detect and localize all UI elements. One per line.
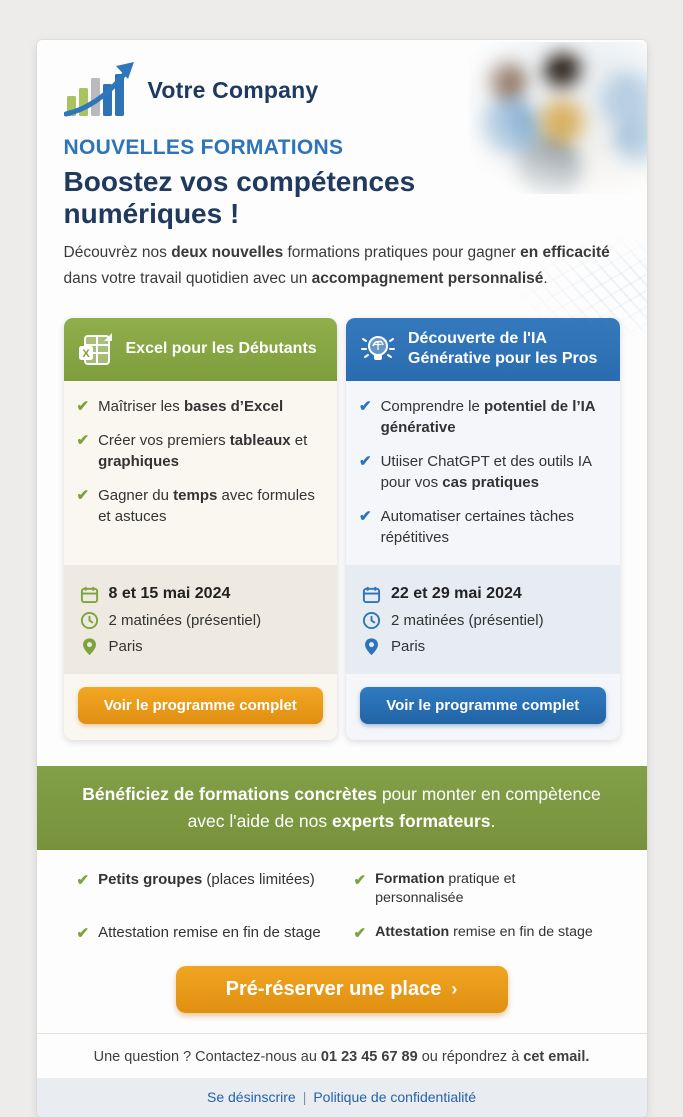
card-excel-title: Excel pour les Débutants <box>125 340 317 357</box>
bullet-item: ✔ Gagner du temps avec formules et astuces <box>76 486 315 525</box>
course-location: Paris <box>391 637 426 655</box>
card-excel-header <box>64 318 338 381</box>
header <box>37 40 647 293</box>
page-title: Boostez vos compétences numériques ! <box>63 166 416 229</box>
bullet-item: ✔ Créer vos premiers tableaux et graphiques <box>76 431 308 470</box>
section-eyebrow: NOUVELLES FORMATIONS <box>63 136 344 159</box>
check-icon: ✔ <box>76 871 90 889</box>
date-row <box>362 585 604 604</box>
bar-chart-growth-arrow-icon <box>64 60 140 120</box>
calendar-icon <box>362 585 381 604</box>
company-name: Votre Company <box>147 76 319 103</box>
card-ia-title: Découverte de l'IA Générative pour les Pros <box>408 330 598 367</box>
course-schedule: 2 matinées (présentiel) <box>108 611 262 629</box>
link-separator: | <box>302 1089 307 1106</box>
date-row <box>80 585 322 604</box>
ia-program-button[interactable]: Voir le programme complet <box>360 687 606 724</box>
check-icon: ✔ <box>353 925 367 943</box>
course-dates: 8 et 15 mai 2024 <box>108 585 231 602</box>
check-icon: ✔ <box>76 431 90 449</box>
privacy-policy-link[interactable]: Politique de confidentialité <box>313 1089 476 1106</box>
footer-links <box>37 1078 647 1117</box>
card-ia-bullets <box>346 381 620 565</box>
check-icon: ✔ <box>359 397 372 415</box>
card-excel-bullets <box>64 381 338 565</box>
card-excel-details <box>64 565 338 674</box>
clock-icon <box>80 611 99 630</box>
chevron-right-icon: › <box>451 979 458 1000</box>
card-ia-button-area <box>346 674 620 740</box>
bullet-item: ✔ Comprendre le potentiel de l’IA générative <box>359 397 596 436</box>
course-location: Paris <box>108 637 143 655</box>
bullet-item: ✔ Automatiser certaines tàches répétitives <box>359 507 575 546</box>
check-icon: ✔ <box>359 452 372 470</box>
card-ia-details <box>346 565 620 674</box>
calendar-icon <box>80 585 99 604</box>
intro-paragraph: Découvrèz nos deux nouvelles formations pratiques pour gagner en efficacité dans votre travail quotidien avec un accompagnement personnalisé. <box>63 243 610 288</box>
time-row <box>80 611 322 630</box>
cta-area <box>37 952 647 1033</box>
unsubscribe-link[interactable]: Se désinscrire <box>206 1089 296 1106</box>
excel-spreadsheet-icon <box>76 329 116 369</box>
reserve-button[interactable]: Pré-réserver une place › <box>176 966 508 1013</box>
svg-text:X: X <box>81 348 90 360</box>
check-icon: ✔ <box>76 925 90 943</box>
benefit-item: ✔ Attestation remise en fin de stage <box>353 924 593 943</box>
location-row <box>362 637 604 656</box>
benefit-item: ✔ Attestation remise en fin de stage <box>76 924 321 943</box>
benefits-banner: Bénéficiez de formations concrètes pour monter en compètence avec l'aide de nos experts formateurs. <box>37 766 647 850</box>
check-icon: ✔ <box>76 397 90 415</box>
course-schedule: 2 matinées (présentiel) <box>391 611 544 629</box>
benefits-grid <box>37 850 647 952</box>
bullet-item: ✔ Utiiser ChatGPT et des outils IA pour vos cas pratiques <box>359 452 592 491</box>
map-pin-icon <box>362 637 381 656</box>
benefit-item: ✔ Formation pratique et personnalisée <box>354 870 607 908</box>
contact-line: Une question ? Contactez-nous au 01 23 45 67 89 ou répondrez à cet email. <box>37 1033 647 1078</box>
check-icon: ✔ <box>359 507 372 525</box>
lightbulb-ai-icon <box>358 329 398 369</box>
card-excel-debutants <box>64 318 338 740</box>
card-ia-generative <box>346 318 620 740</box>
check-icon: ✔ <box>76 486 90 504</box>
location-row <box>80 637 322 656</box>
course-dates: 22 et 29 mai 2024 <box>391 585 522 602</box>
check-icon: ✔ <box>353 871 367 889</box>
bullet-item: ✔ Maîtriser les bases d’Excel <box>76 397 284 415</box>
time-row <box>362 611 604 630</box>
card-excel-button-area <box>64 674 338 740</box>
map-pin-icon <box>80 637 99 656</box>
benefit-item: ✔ Petits groupes (places limitées) <box>77 870 340 908</box>
course-cards-row <box>37 318 647 740</box>
excel-program-button[interactable]: Voir le programme complet <box>78 687 324 724</box>
clock-icon <box>362 611 381 630</box>
email-container <box>37 40 647 1117</box>
